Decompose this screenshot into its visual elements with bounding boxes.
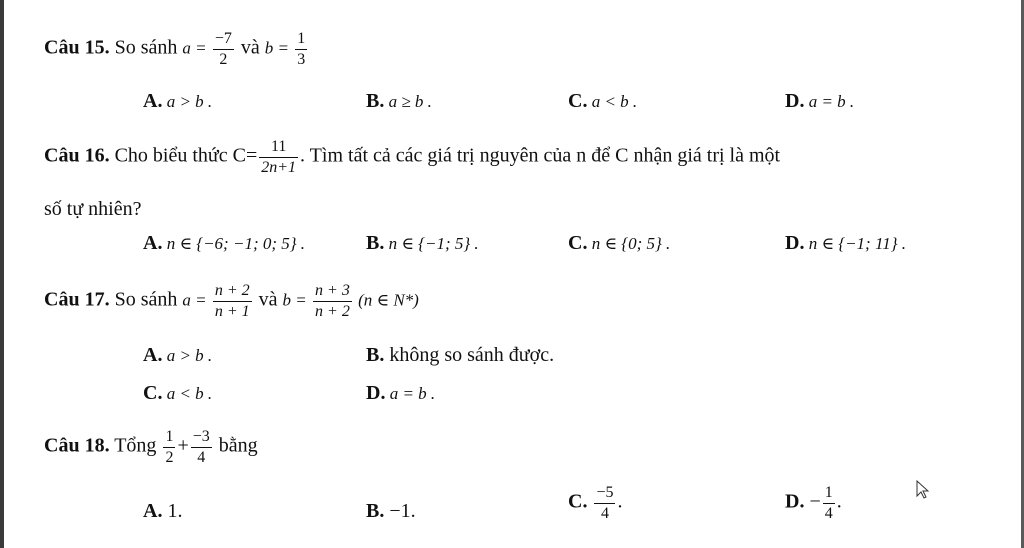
fraction-a: $\frac{n + 2}{n + 1}$ bbox=[214, 282, 250, 320]
mouse-cursor-icon bbox=[916, 480, 930, 500]
fraction-2: $\frac{-3}{4}$ bbox=[192, 428, 210, 466]
question-17-stem: Câu 17. So sánh a = $\frac{n + 2}{n + 1}$ và b = $\frac{n + 3}{n + 2}$ (n ∈ N*) bbox=[44, 282, 419, 320]
fraction-b: $\frac{n + 3}{n + 2}$ bbox=[315, 282, 350, 320]
fraction-b: $\frac{1}{3}$ bbox=[297, 30, 306, 68]
q15-option-a[interactable]: A. a > b . bbox=[143, 90, 213, 112]
q17-option-b[interactable]: B. không so sánh được. bbox=[366, 344, 555, 366]
question-16-stem-continued: số tự nhiên? bbox=[44, 198, 142, 220]
question-16-label: Câu 16. bbox=[44, 144, 110, 167]
q18-option-c[interactable]: C. $\frac{-5}{4}$ . bbox=[568, 484, 623, 522]
q16-option-d[interactable]: D. n ∈ {−1; 11} . bbox=[785, 232, 907, 254]
q17-option-a[interactable]: A. a > b . bbox=[143, 344, 213, 366]
question-17-label: Câu 17. bbox=[44, 288, 110, 311]
question-18-stem: Câu 18. Tổng $\frac{1}{2}$ + $\frac{-3}{4}$ bằng bbox=[44, 428, 258, 466]
q17-option-d[interactable]: D. a = b . bbox=[366, 382, 436, 404]
fraction-c: $\frac{11}{2n+1}$ bbox=[261, 138, 297, 176]
q18-option-a[interactable]: A. 1. bbox=[143, 500, 183, 522]
fraction-1: $\frac{1}{2}$ bbox=[165, 428, 174, 466]
q18-option-d[interactable]: D. − $\frac{1}{4}$ . bbox=[785, 484, 842, 522]
q17-option-c[interactable]: C. a < b . bbox=[143, 382, 213, 404]
q15-option-d[interactable]: D. a = b . bbox=[785, 90, 855, 112]
fraction-option-c: $\frac{-5}{4}$ bbox=[596, 484, 614, 522]
question-18-label: Câu 18. bbox=[44, 434, 110, 457]
question-15-stem: Câu 15. So sánh a = $\frac{-7}{2}$ và b = $\frac{1}{3}$ bbox=[44, 30, 306, 68]
q15-option-b[interactable]: B. a ≥ b . bbox=[366, 90, 432, 112]
q15-option-c[interactable]: C. a < b . bbox=[568, 90, 638, 112]
question-15-label: Câu 15. bbox=[44, 36, 110, 59]
q16-option-a[interactable]: A. n ∈ {−6; −1; 0; 5} . bbox=[143, 232, 306, 254]
question-16-stem: Câu 16. Cho biểu thức C= $\frac{11}{2n+1}$ . Tìm tất cả các giá trị nguyên của n để C nhận giá trị là một bbox=[44, 138, 781, 176]
window-frame-left bbox=[0, 0, 4, 548]
q18-option-b[interactable]: B. −1. bbox=[366, 500, 416, 522]
fraction-a: $\frac{-7}{2}$ bbox=[214, 30, 232, 68]
q16-option-b[interactable]: B. n ∈ {−1; 5} . bbox=[366, 232, 479, 254]
fraction-option-d: $\frac{1}{4}$ bbox=[824, 484, 833, 522]
q16-option-c[interactable]: C. n ∈ {0; 5} . bbox=[568, 232, 671, 254]
